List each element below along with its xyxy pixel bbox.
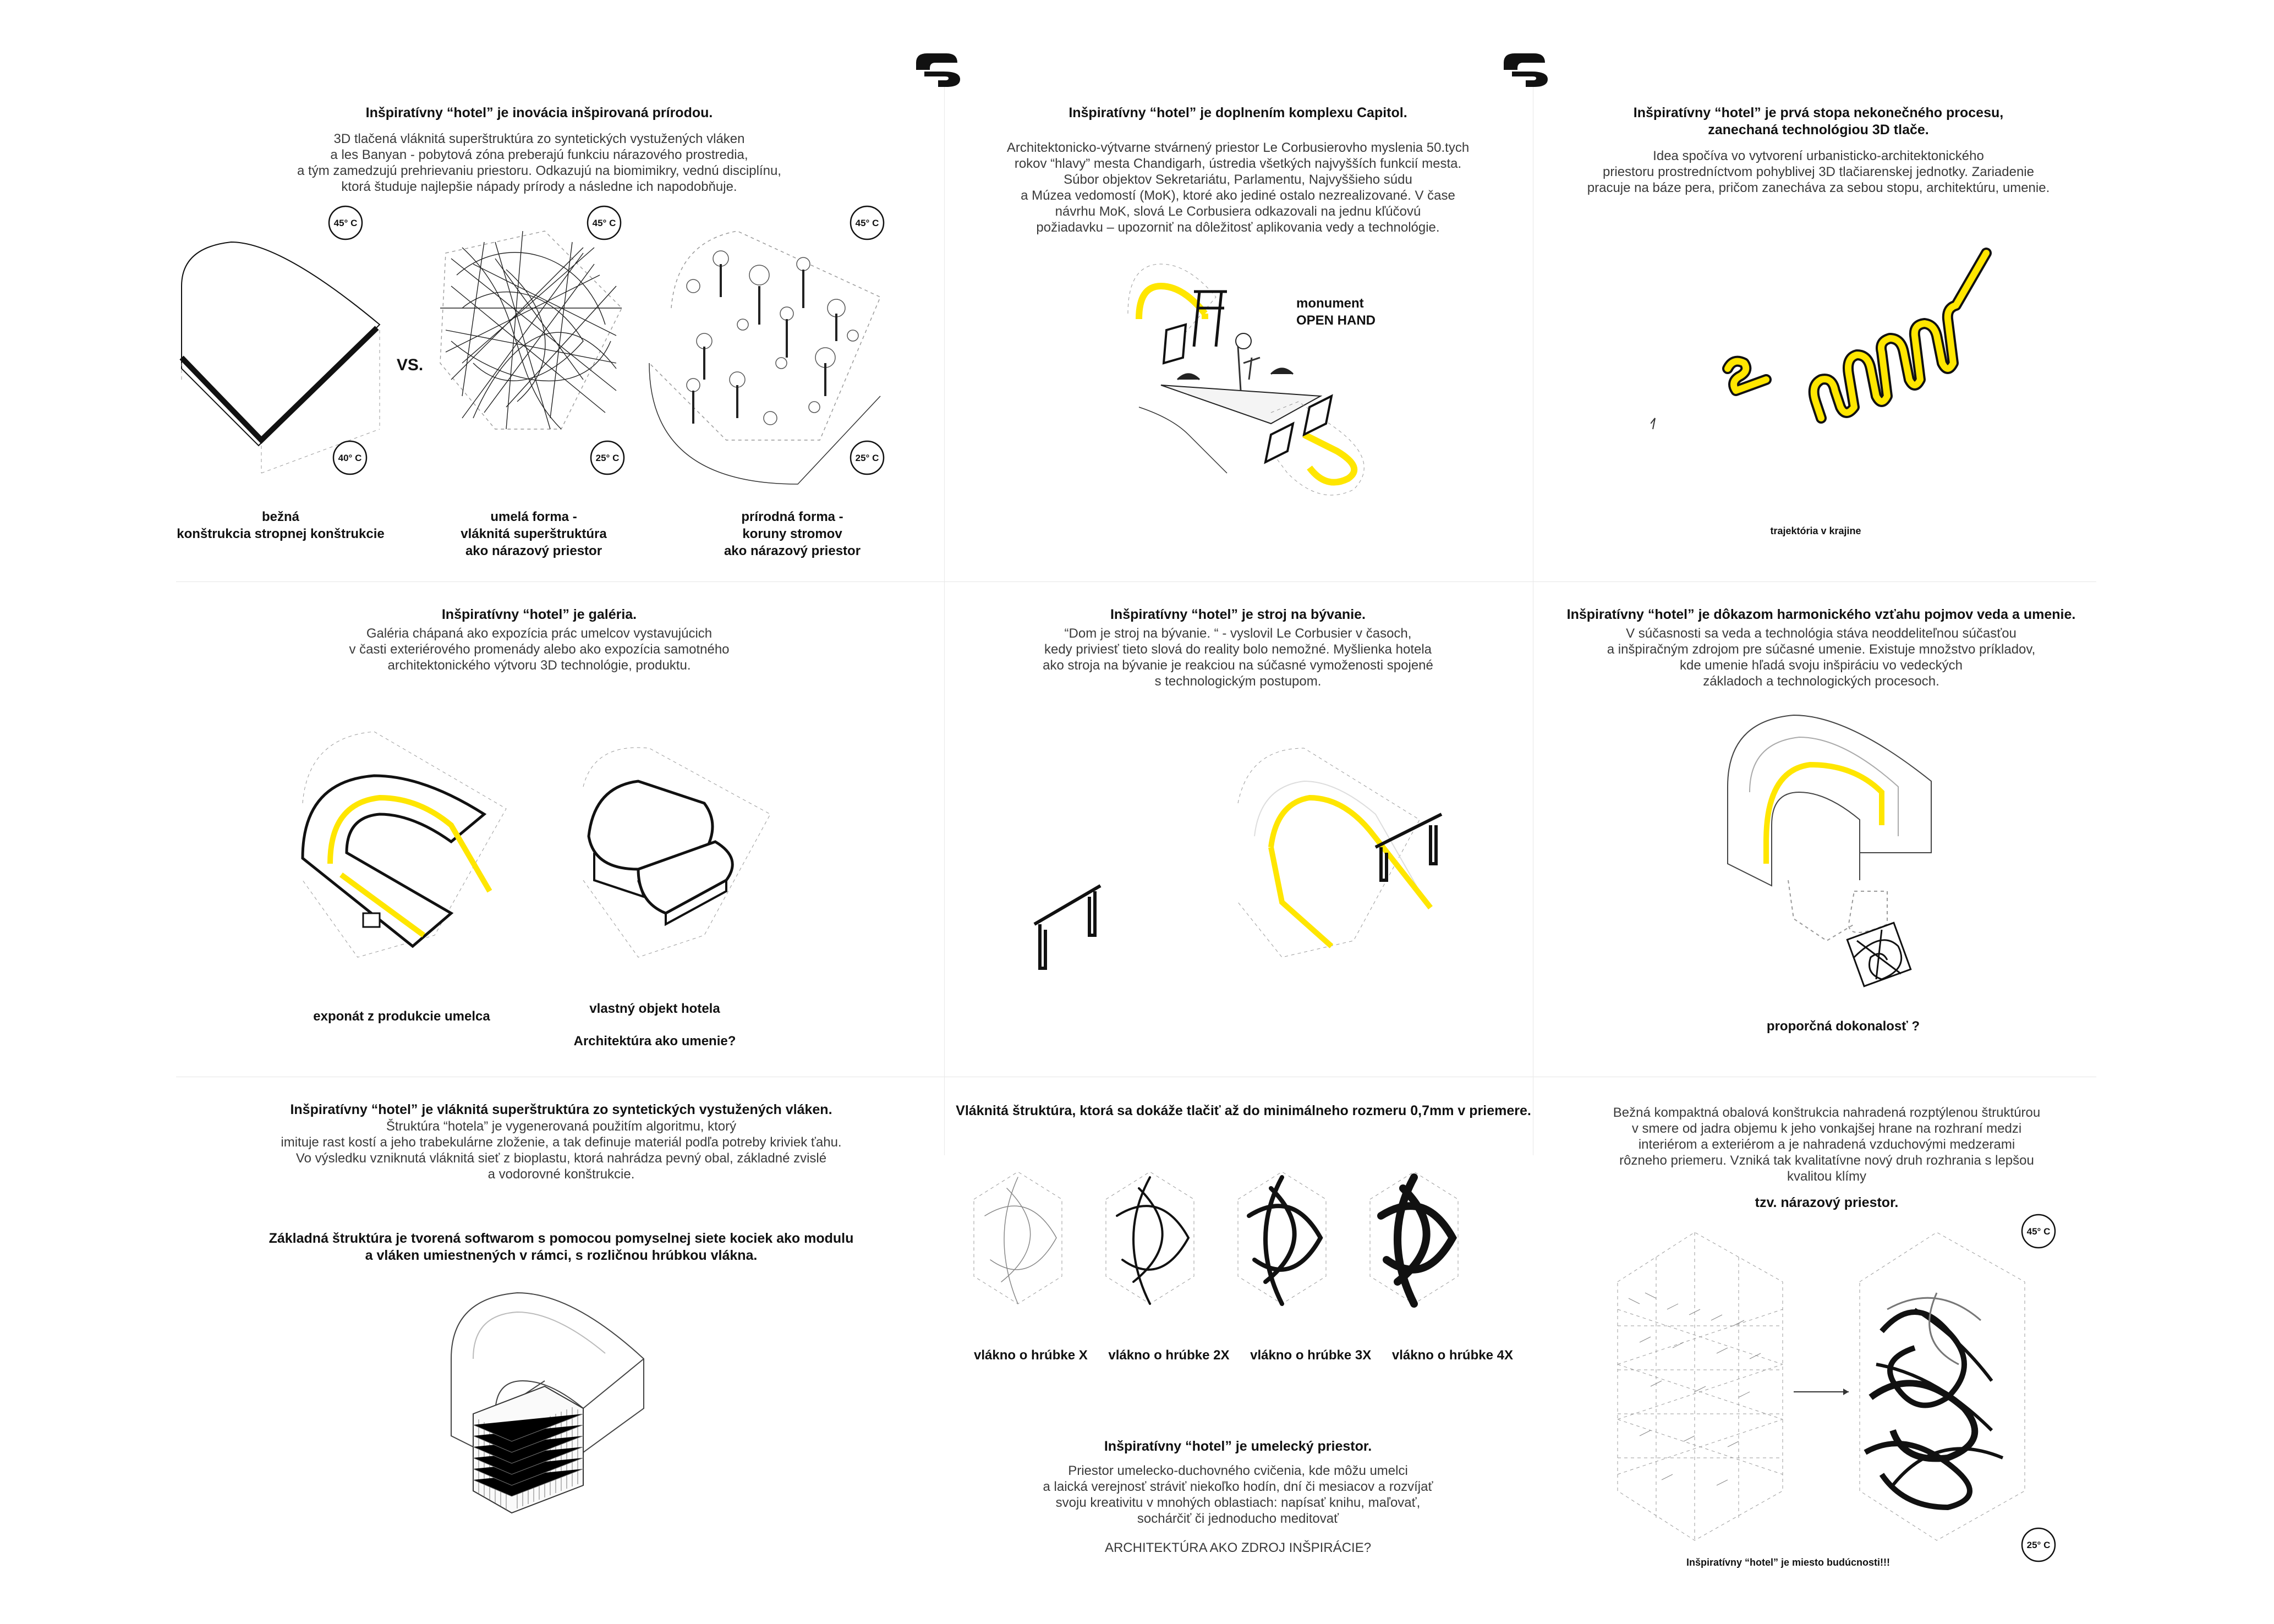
text-line: v časti exteriérového promenády alebo ako expozícia samotného [349,642,730,657]
panel-title: Inšpiratívny “hotel” je inovácia inšpirovaná prírodou. [365,105,713,120]
text-line: a les Banyan - pobytová zóna preberajú funkciu nárazového prostredia, [330,147,748,162]
future-caption: Inšpiratívny “hotel” je miesto budúcnosti!!! [1686,1557,1891,1568]
panel-capitol [963,105,1513,235]
text-line: sochárčiť či jednoducho meditovať [1137,1511,1339,1526]
fiber-title: Vláknitá štruktúra, ktorá sa dokáže tlačiť až do minimálneho rozmeru 0,7mm v priemere. [956,1103,1531,1118]
temp-label: 45° C [855,218,879,228]
caption-architecture-art: Architektúra ako umenie? [573,1034,736,1049]
caption-line: ako nárazový priestor [724,544,861,558]
panel-art-space [979,1438,1497,1556]
text-line: ktorá študuje najlepšie nápady prírody a následne ich napodobňuje. [341,179,737,194]
trajectory-caption: trajektória v krajine [1770,525,1861,536]
panel-text [1557,148,2080,196]
temp-label: 45° C [2026,1226,2051,1237]
temp-label: 45° C [333,218,358,228]
text-line: priestoru prostredníctvom pohyblivej 3D tlačiarenskej jednotky. Zariadenie [1603,164,2034,179]
panel-title: Inšpiratívny “hotel” je vláknitá superštruktúra zo syntetických vystužených vláken. [290,1102,832,1117]
text-line: Galéria chápaná ako expozícia prác umelcov vystavujúcich [366,626,713,641]
print-trajectory-diagram [1651,242,2003,440]
label-line: OPEN HAND [1296,313,1376,328]
caption-line: bežná [261,509,299,524]
caption-proportion: proporčná dokonalosť ? [1766,1019,1920,1034]
closing-question: ARCHITEKTÚRA AKO ZDROJ INŠPIRÁCIE? [1104,1540,1372,1555]
panel-title: Inšpiratívny “hotel” je galéria. [441,607,637,622]
panel-gallery [264,606,814,673]
panel-text [242,1118,880,1182]
panel-text [231,131,847,195]
panel-text [1563,626,2080,689]
panel-nature [231,105,847,195]
text-line: Vo výsledku vzniknutá vláknitá sieť z bioplastu, ktorá nahrádza pevný obal, základné zvislé [295,1151,827,1166]
temperature-labels [334,218,879,463]
column-divider-1 [944,83,945,1155]
panel-text [979,1463,1497,1527]
panel-buffer-space [1568,1105,2085,1211]
nature-comparison-diagram [165,198,935,506]
brand-logo-right [1501,51,1550,89]
caption-ordinary [165,508,396,542]
brand-logo-left [913,51,963,89]
capitol-monument-diagram [1106,253,1414,506]
text-line: a vodorovné konštrukcie. [487,1167,635,1182]
text-line: návrhu MoK, slová Le Corbusiera odkazovali na jednu kľúčovú [1055,204,1421,219]
caption-line: konštrukcia stropnej konštrukcie [177,526,385,541]
text-line: základoch a technologických procesoch. [1703,674,1939,689]
text-line: Súbor objektov Sekretariátu, Parlamentu, Najvyššieho súdu [1064,172,1412,187]
caption-line: vláknitá superštruktúra [461,526,607,541]
text-line: a laická verejnosť stráviť niekoľko hodín, dní či mesiacov a rozvíjať [1043,1479,1433,1494]
caption-line: prírodná forma - [741,509,843,524]
panel-text [963,140,1513,235]
label-line: monument [1296,296,1364,311]
buffer-space-diagram [1607,1199,2058,1573]
panel-title: Inšpiratívny “hotel” je umelecký priestor. [1104,1439,1372,1454]
title-line: Inšpiratívny “hotel” je prvá stopa nekonečného procesu, [1633,105,2004,120]
panel-title [1557,105,2080,139]
ordinary-slab-icon [182,242,380,473]
title-line: zanechaná technológiou 3D tlače. [1708,122,1929,138]
panel-fiber-superstructure [242,1101,880,1264]
fiber-captions [974,1347,1513,1364]
caption-natural [688,508,897,559]
panel-text [968,626,1508,689]
title-line: a vláken umiestnených v rámci, s rozličnou hrúbkou vlákna. [365,1248,758,1263]
text-line: a inšpiračným zdrojom pre súčasné umenie. Existuje množstvo príkladov, [1607,642,2036,657]
temperature-markers [329,206,884,474]
temp-label: 25° C [855,453,879,463]
text-line: Bežná kompaktná obalová konštrukcia nahradená rozptýlenou štruktúrou [1613,1105,2041,1120]
caption-line: ako nárazový priestor [465,544,602,558]
panel-title: Inšpiratívny “hotel” je doplnením komplexu Capitol. [1068,105,1407,120]
caption-line: umelá forma - [490,509,577,524]
text-line: 3D tlačená vláknitá superštruktúra zo syntetických vystužených vláken [333,131,745,146]
text-line: Priestor umelecko-duchovného cvičenia, kde môžu umelci [1068,1463,1408,1478]
text-line: a Múzea vedomostí (MoK), ktoré ako jediné ostalo nezrealizované. V čase [1021,188,1455,203]
text-line: imituje rast kostí a jeho trabekulárne zloženie, a tak definuje materiál podľa potreby kriviek ťahu. [281,1135,842,1150]
text-line: požiadavku – upozorniť na dôležitosť aplikovania vedy a technológie. [1036,220,1440,235]
monument-label [1296,295,1439,329]
text-line: Idea spočíva vo vytvorení urbanisticko-architektonického [1653,149,1984,163]
caption-line: koruny stromov [742,526,842,541]
fiber-caption: vlákno o hrúbke 3X [1250,1348,1372,1363]
fiber-caption: vlákno o hrúbke 2X [1108,1348,1230,1363]
vs-label: VS. [396,356,424,374]
text-line: a tým zamedzujú prehrievaniu priestoru. Odkazujú na biomimikry, vednú disciplínu, [297,163,781,178]
caption-hotel-object: vlastný objekt hotela [589,1001,720,1016]
fibrous-structure-icon [440,231,622,429]
text-line: V súčasnosti sa veda a technológia stáva neoddeliteľnou súčasťou [1626,626,2017,641]
fiber-caption: vlákno o hrúbke 4X [1391,1348,1513,1363]
text-line: kde umenie hľadá svoju inšpiráciu vo vedeckých [1680,658,1963,673]
temp-label: 40° C [338,453,362,463]
text-line: v smere od jadra objemu k jeho vonkajšej hrane na rozhraní medzi [1631,1121,2022,1136]
row-divider-1 [176,581,2096,582]
panel-subtitle [242,1230,880,1264]
caption-artificial [429,508,638,559]
text-line: pracuje na báze pera, pričom zanecháva za sebou stopu, architektúru, umenie. [1587,180,2050,195]
panel-3d-print [1557,105,2080,196]
text-line: s technologickým postupom. [1154,674,1322,689]
caption-artwork: exponát z produkcie umelca [313,1009,490,1024]
text-line: Architektonicko-výtvarne stvárnený priestor Le Corbusierovho myslenia 50.tych [1006,140,1470,155]
text-line: svoju kreativitu v mnohých oblastiach: napísať knihu, maľovať, [1055,1495,1421,1510]
text-line: Štruktúra “hotela” je vygenerovaná použitím algoritmu, ktorý [386,1119,737,1134]
title-line: Základná štruktúra je tvorená softwarom s pomocou pomyselnej siete kociek ako modulu [269,1231,854,1246]
text-line: architektonického výtvoru 3D technológie, produktu. [387,658,691,673]
gallery-diagram [286,715,814,990]
fiber-caption: vlákno o hrúbke X [974,1348,1088,1363]
temp-label: 25° C [595,453,620,463]
proportion-diagram [1717,699,1948,1007]
panel-science-art [1563,606,2080,689]
machine-diagram [1023,737,1475,979]
cube-grid-diagram [440,1282,660,1557]
panel-text [1568,1105,2085,1184]
text-line: rôzneho priemeru. Vzniká tak kvalitatívne nový druh rozhrania s lepšou [1619,1153,2034,1168]
fiber-thickness-diagram [968,1155,1508,1342]
panel-machine [968,606,1508,689]
temp-label: 45° C [592,218,616,228]
text-line: ako stroja na bývanie je reakciou na súčasné vymoženosti spojené [1043,658,1433,673]
text-line: kvalitou klímy [1787,1169,1867,1184]
text-line: kedy priviesť tieto slová do reality bolo nemožné. Myšlienka hotela [1044,642,1432,657]
temp-label: 25° C [2026,1540,2051,1550]
tree-canopy-icon [649,231,880,484]
panel-title: Inšpiratívny “hotel” je dôkazom harmonického vzťahu pojmov veda a umenie. [1566,607,2076,622]
panel-text [264,626,814,673]
text-line: “Dom je stroj na bývanie. “ - vyslovil Le Corbusier v časoch, [1064,626,1412,641]
panel-title: Inšpiratívny “hotel” je stroj na bývanie. [1110,607,1366,622]
text-line: rokov “hlavy” mesta Chandigarh, ústredia všetkých najvyšších funkcií mesta. [1014,156,1462,171]
panel-title: tzv. nárazový priestor. [1755,1195,1899,1210]
text-line: interiérom a exteriérom a je nahradená vzduchovými medzerami [1638,1137,2015,1152]
